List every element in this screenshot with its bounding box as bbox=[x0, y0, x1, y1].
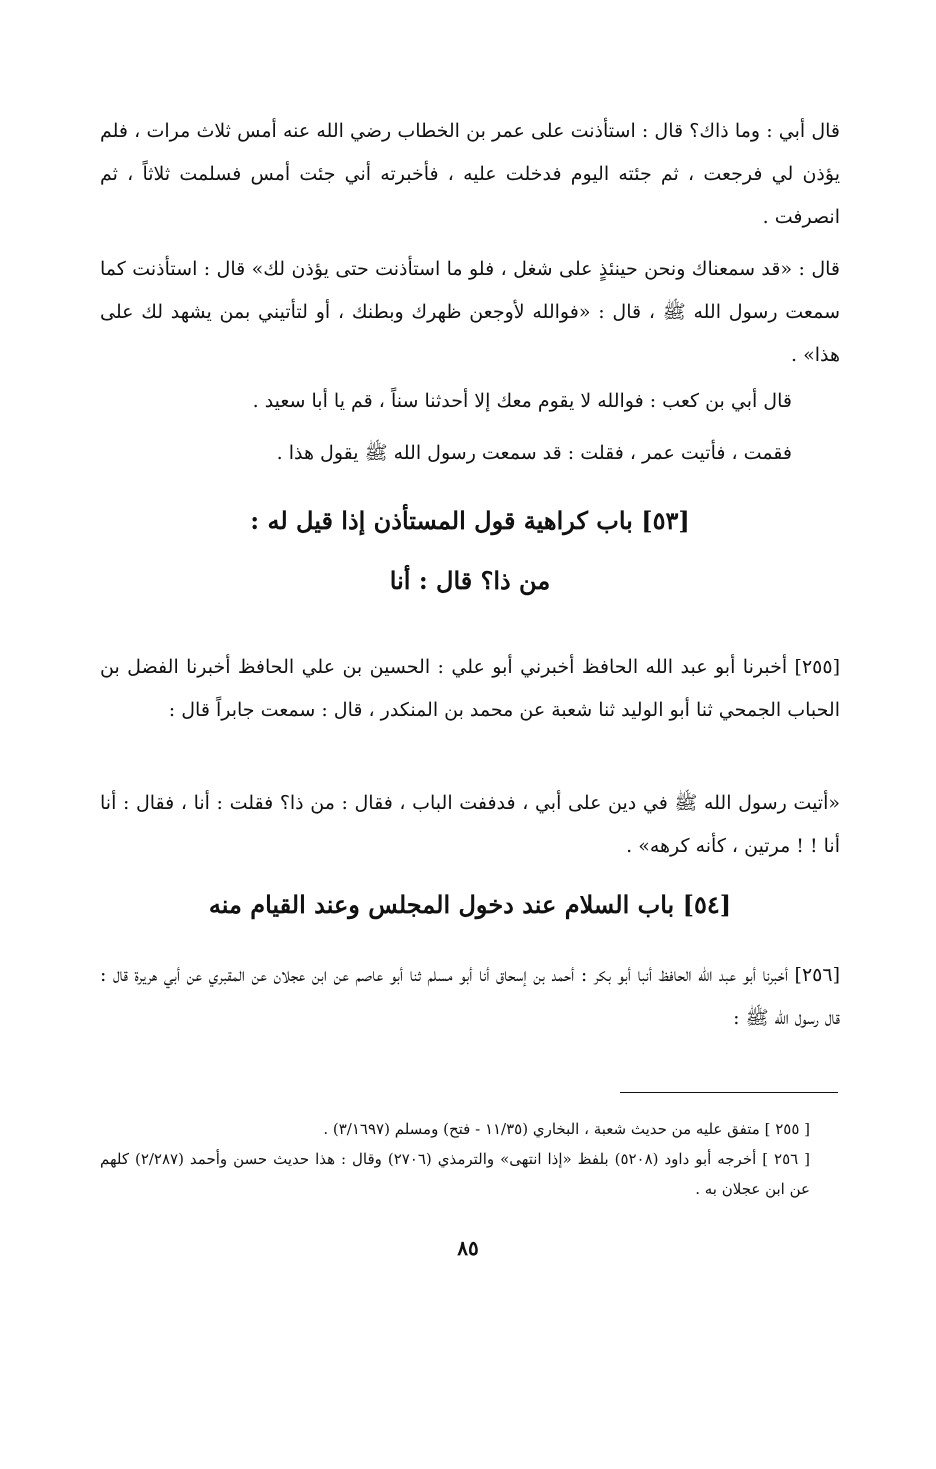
chapter-53-heading-line2: من ذا؟ قال : أنا bbox=[389, 566, 551, 595]
footnote-divider bbox=[620, 1092, 838, 1093]
footnote-255: [ ٢٥٥ ] متفق عليه من حديث شعبة ، البخاري (١١/٣٥ - فتح) ومسلم (٣/١٦٩٧) . bbox=[323, 1120, 810, 1138]
paragraph-witness bbox=[100, 432, 840, 475]
chapter-54-heading: [٥٤] باب السلام عند دخول المجلس وعند القيام منه bbox=[208, 890, 732, 919]
footnotes bbox=[100, 1114, 840, 1204]
paragraph-text: قال : «قد سمعناك ونحن حينئذٍ على شغل ، فلو ما استأذنت حتى يؤذن لك» قال : استأذنت كما سمعت رسول الله ﷺ ، قال : «فوالله لأوجعن ظهرك وبطنك ، أو لتأتيني بمن يشهد لك على هذا» . bbox=[100, 258, 840, 366]
paragraph-text: «أتيت رسول الله ﷺ في دين على أبي ، فدففت الباب ، فقال : من ذا؟ فقلت : أنا ، فقال : أنا أنا ! ! مرتين ، كأنه كرهه» . bbox=[100, 792, 840, 857]
paragraph-ubayy bbox=[100, 380, 840, 423]
paragraph-opening bbox=[100, 110, 840, 239]
paragraph-text: [٢٥٥] أخبرنا أبو عبد الله الحافظ أخبرني أبو علي : الحسين بن علي الحافظ أخبرنا الفضل بن الحباب الجمحي ثنا أبو الوليد ثنا شعبة عن محمد بن المنكدر ، قال : سمعت جابراً قال : bbox=[100, 656, 840, 721]
hadith-255-isnad bbox=[100, 646, 840, 732]
page-number: ٨٥ bbox=[457, 1236, 479, 1260]
paragraph-umar-reply bbox=[100, 248, 840, 377]
paragraph-text: فقمت ، فأتيت عمر ، فقلت : قد سمعت رسول الله ﷺ يقول هذا . bbox=[276, 442, 792, 464]
paragraph-text: قال أبي بن كعب : فوالله لا يقوم معك إلا أحدثنا سناً ، قم يا أبا سعيد . bbox=[252, 390, 792, 412]
paragraph-text: قال أبي : وما ذاك؟ قال : استأذنت على عمر بن الخطاب رضي الله عنه أمس ثلاث مرات ، فلم يؤذن لي فرجعت ، ثم جئته اليوم فدخلت عليه ، فأخبرته أني جئت أمس فسلمت ثلاثاً ، ثم انصرفت . bbox=[100, 120, 840, 228]
paragraph-text: [٢٥٦] أخبرنا أبو عبد الله الحافظ أنبا أبو بكر : أحمد بن إسحاق أنا أبو مسلم ثنا أبو عاصم عن ابن عجلان عن المقبري عن أبي هريرة قال : قال رسول الله ﷺ : bbox=[100, 964, 840, 1029]
hadith-256-isnad bbox=[100, 954, 840, 1040]
chapter-53-heading-line1: [٥٣] باب كراهية قول المستأذن إذا قيل له : bbox=[250, 506, 690, 535]
hadith-255-matn bbox=[100, 782, 840, 868]
footnote-256: [ ٢٥٦ ] أخرجه أبو داود (٥٢٠٨) بلفظ «إذا انتهى» والترمذي (٢٧٠٦) وقال : هذا حديث حسن وأحمد (٢/٢٨٧) كلهم عن ابن عجلان به . bbox=[100, 1150, 811, 1198]
